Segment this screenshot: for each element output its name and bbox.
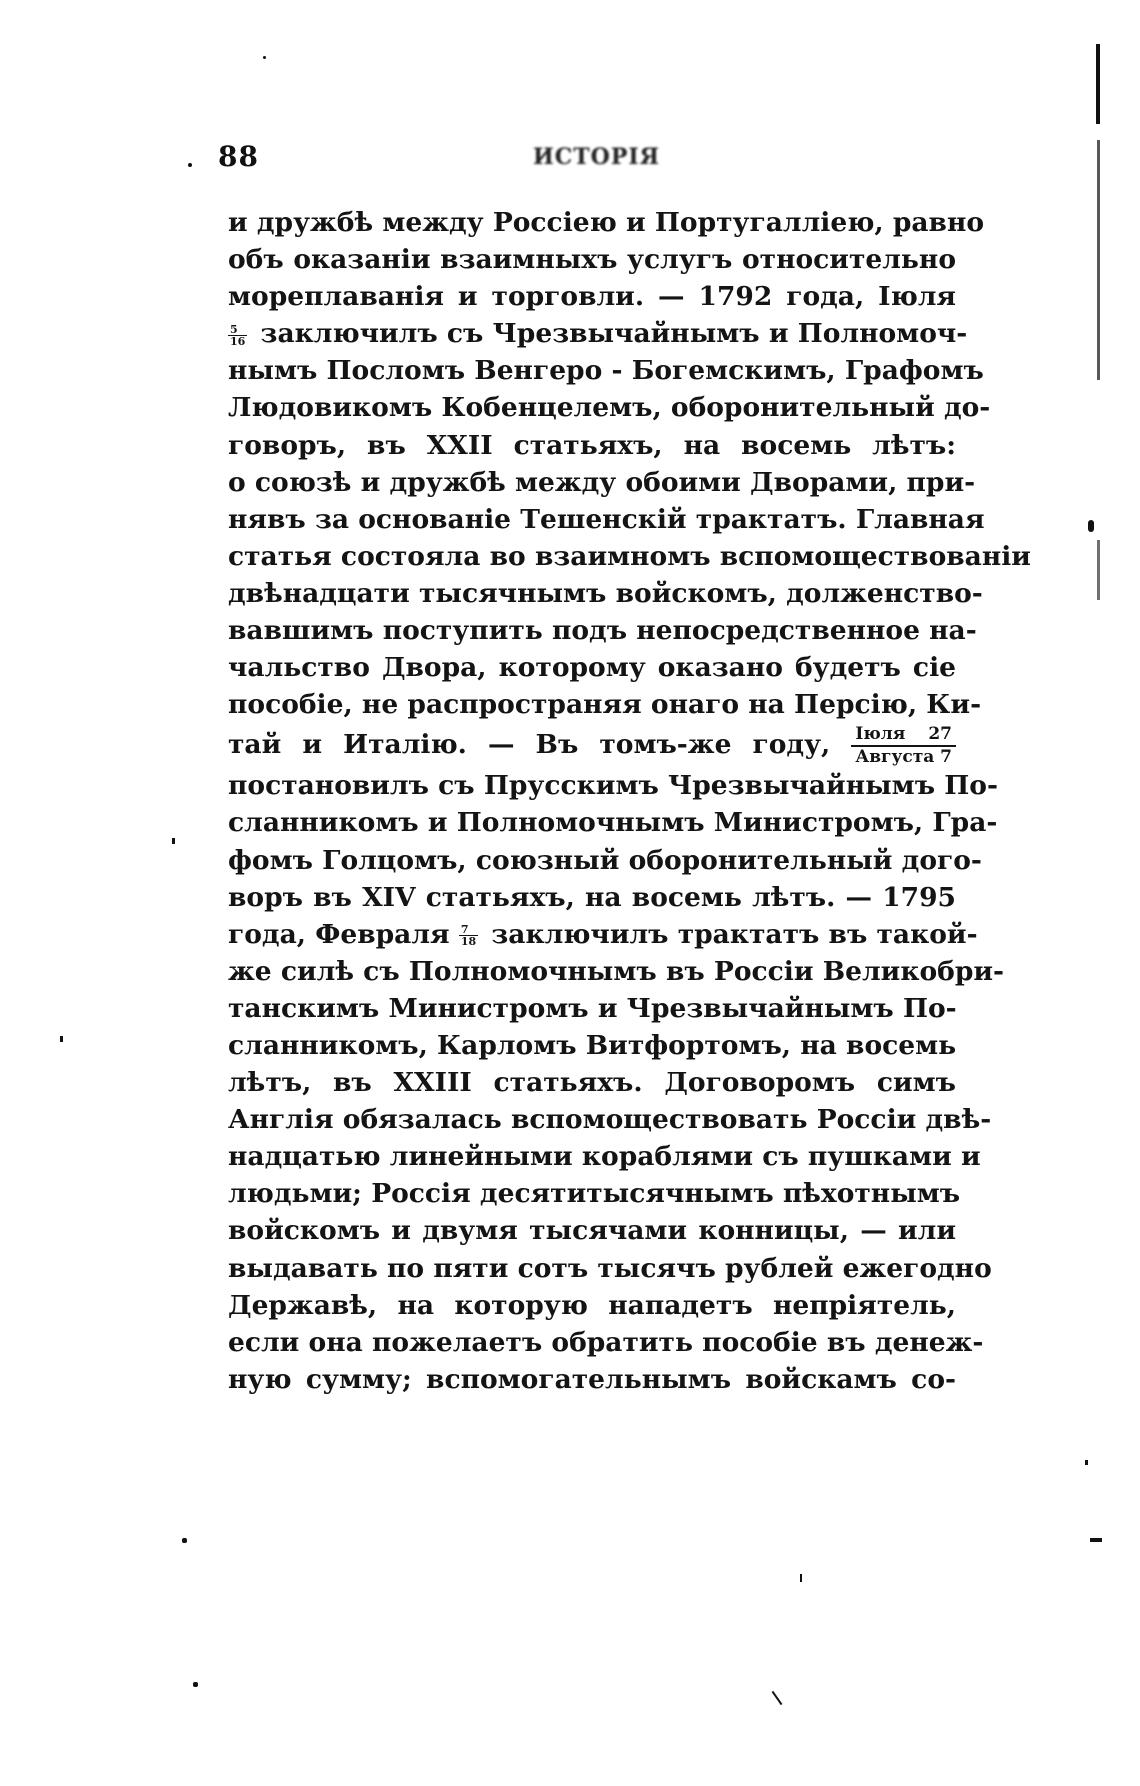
page-number: 88	[218, 140, 259, 173]
text-line-with-fraction: года, Февраля $\frac{7}{18}$ заключилъ трактатъ въ такой-	[228, 918, 978, 950]
scan-speck	[60, 1036, 63, 1042]
date-fraction: $\frac{7}{18}$	[460, 923, 477, 949]
scan-speck	[800, 1574, 802, 1582]
scan-edge-line	[1097, 140, 1100, 380]
text-line-with-fraction: $\frac{5}{16}$ заключилъ съ Чрезвычайнымъ и Полномоч-	[230, 318, 968, 350]
scan-speck	[172, 838, 175, 844]
text-line: нявъ за основаніе Тешенскій трактатъ. Главная	[228, 503, 985, 535]
text-line: постановилъ съ Прусскимъ Чрезвычайнымъ По-	[228, 770, 998, 802]
text-line: лѣтъ, въ XXIII статьяхъ. Договоромъ симъ	[228, 1067, 956, 1099]
text-line: о союзѣ и дружбѣ между обоими Дворами, при-	[228, 466, 976, 498]
text-line: выдавать по пяти сотъ тысячъ рублей ежегодно	[228, 1252, 992, 1284]
text-line: если она пожелаетъ обратить пособіе въ денеж-	[228, 1326, 984, 1358]
text-line: сланникомъ и Полномочнымъ Министромъ, Гра-	[228, 807, 998, 839]
text-line: пособіе, не распространяя онаго на Персію, Ки-	[228, 689, 982, 721]
text-line: Англія обязалась вспомоществовать Россіи двѣ-	[228, 1104, 992, 1136]
running-title: ИСТОРІЯ	[533, 144, 661, 170]
text-line: двѣнадцати тысячнымъ войскомъ, долженство-	[228, 577, 983, 609]
scan-speck	[1085, 1460, 1088, 1465]
text-line: сланникомъ, Карломъ Витфортомъ, на восемь	[228, 1029, 957, 1061]
text-line: вавшимъ поступить подъ непосредственное на-	[228, 615, 977, 647]
text-line: мореплаванія и торговли. — 1792 года, Іюля	[228, 281, 956, 313]
body-text	[228, 204, 1031, 1398]
text-line: воръ въ XIV статьяхъ, на восемь лѣтъ. — 1795	[228, 881, 956, 913]
scan-speck	[188, 163, 192, 167]
text-line: и дружбѣ между Россіею и Португалліею, равно	[228, 207, 985, 238]
text-line: статья состояла во взаимномъ вспомоществованіи	[228, 540, 1031, 572]
running-head	[218, 140, 958, 180]
scan-speck	[193, 1682, 198, 1687]
text-line: чальство Двора, которому оказано будетъ сіе	[228, 652, 956, 684]
text-line-with-date: тай и Италію. — Въ томъ-же году, $\frac{\text{Іюля 27}}{\text{Августа 7}}$	[228, 723, 956, 767]
text-line: говоръ, въ XXII статьяхъ, на восемь лѣтъ:	[228, 429, 956, 461]
scan-speck	[1088, 520, 1094, 532]
text-line: фомъ Голцомъ, союзный оборонительный дого-	[228, 844, 982, 876]
text-line: же силѣ съ Полномочнымъ въ Россіи Великобри-	[228, 955, 1005, 987]
inline-date-fraction: $\frac{\text{Іюля 27}}{\text{Августа 7}}$	[851, 726, 956, 766]
date-fraction: $\frac{5}{16}$	[230, 322, 246, 348]
text-line: людьми; Россія десятитысячнымъ пѣхотнымъ	[228, 1178, 961, 1210]
scan-edge-line	[1096, 44, 1100, 124]
text-line: объ оказаніи взаимныхъ услугъ относительно	[228, 244, 956, 276]
text-line: ную сумму; вспомогательнымъ войскамъ со-	[228, 1363, 956, 1395]
text-line: нымъ Посломъ Венгеро - Богемскимъ, Графомъ	[228, 355, 984, 387]
text-line: войскомъ и двумя тысячами конницы, — или	[228, 1215, 956, 1247]
scan-speck	[1090, 1538, 1102, 1542]
scan-speck	[263, 56, 266, 59]
scan-speck	[182, 1538, 187, 1543]
scan-speck	[772, 1691, 783, 1705]
text-line: надцатью линейными кораблями съ пушками и	[228, 1141, 981, 1173]
text-line: Державѣ, на которую нападетъ непріятель,	[228, 1289, 956, 1321]
text-line: танскимъ Министромъ и Чрезвычайнымъ По-	[228, 992, 957, 1024]
scan-edge-line	[1097, 540, 1100, 600]
text-line: Людовикомъ Кобенцелемъ, оборонительный до-	[228, 392, 991, 424]
